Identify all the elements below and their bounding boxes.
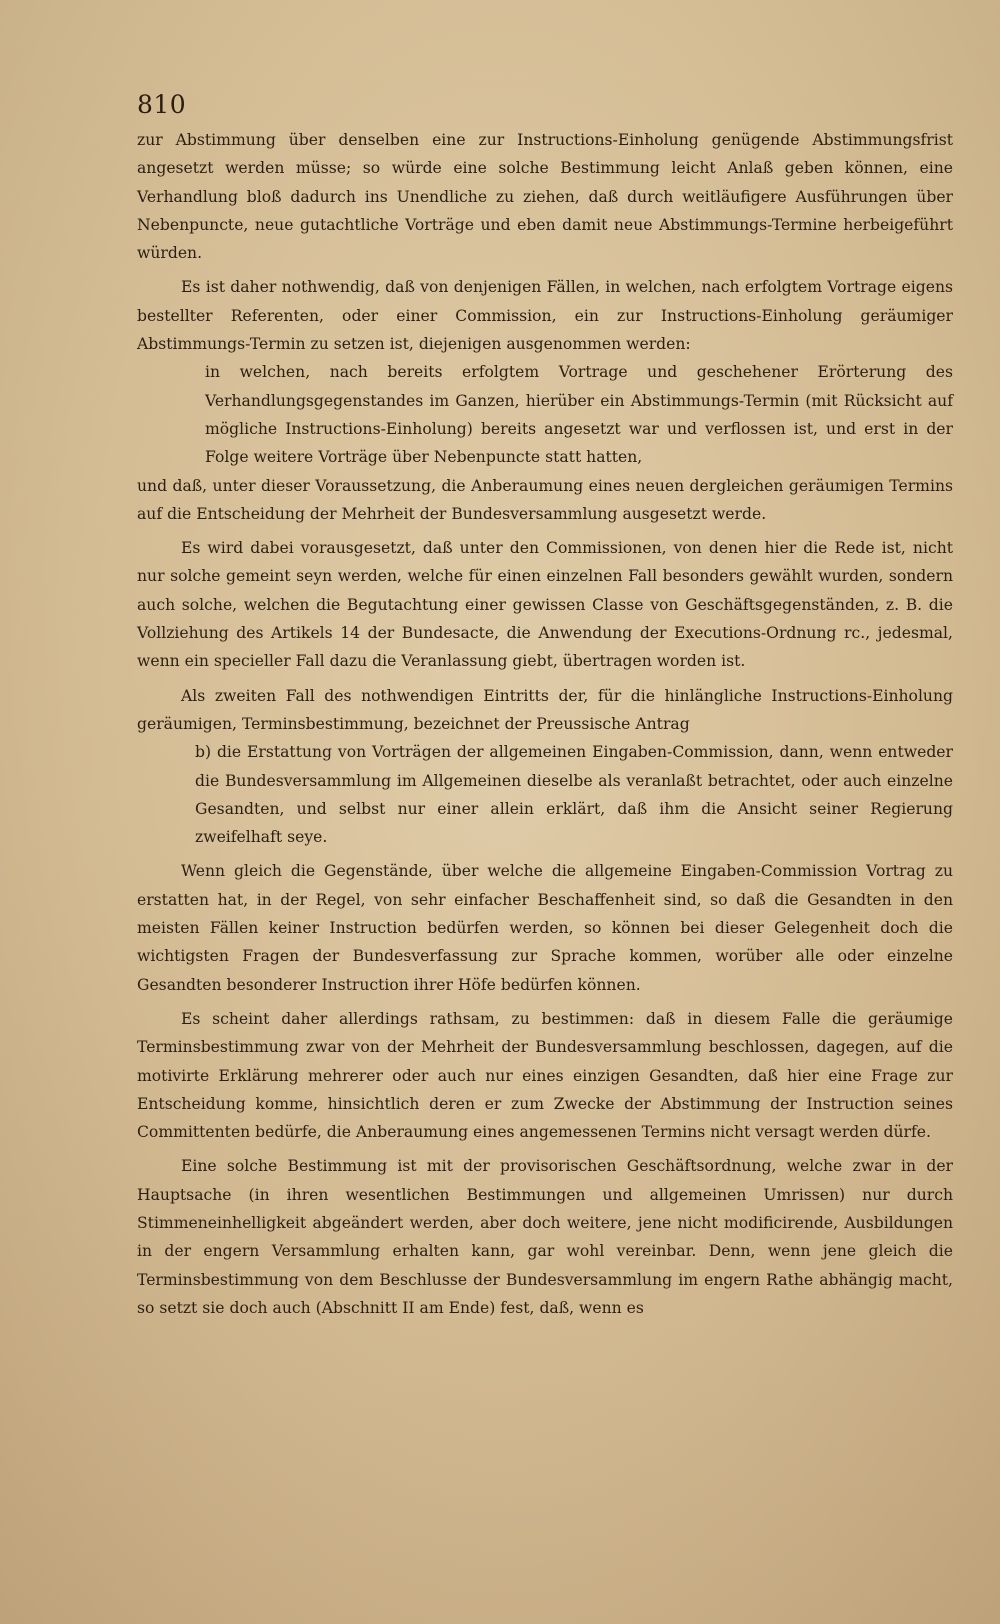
paragraph-5: Als zweiten Fall des nothwendigen Eintritts der, für die hinlängliche Instructions-Einholung geräumigen, Terminsbestimmung, bezeichnet der Preussische Antrag (137, 686, 953, 733)
list-item-b: b) die Erstattung von Vorträgen der allgemeinen Eingaben-Commission, dann, wenn entweder die Bundesversammlung im Allgemeinen dieselbe als veranlaßt betrachtet, oder auch einzelne Gesandten, und selbst nur einer allein erklärt, daß ihm die Ansicht seiner Regierung zweifelhaft seye. (195, 743, 953, 847)
page-number: 810 (137, 90, 187, 119)
paragraph-6: Wenn gleich die Gegenstände, über welche die allgemeine Eingaben-Commission Vortrag zu erstatten hat, in der Regel, von sehr einfacher Beschaffenheit sind, so daß die Gesandten in den meisten Fällen keiner Instruction bedürfen werden, so können bei dieser Gelegenheit doch die wichtigsten Fragen der Bundesverfassung zur Sprache kommen, worüber alle oder einzelne Gesandten besonderer Instruction ihrer Höfe bedürfen können. (137, 862, 953, 994)
paragraph-8: Eine solche Bestimmung ist mit der provisorischen Geschäftsordnung, welche zwar in der Hauptsache (in ihren wesentlichen Bestimmungen und allgemeinen Umrissen) nur durch Stimmeneinhelligkeit abgeändert werden, aber doch weitere, jene nicht modificirende, Ausbildungen in der engern Versammlung erhalten kann, gar wohl vereinbar. Denn, wenn jene gleich die Terminsbestimmung von dem Beschlusse der Bundesversammlung im engern Rathe abhängig macht, so setzt sie doch auch (Abschnitt II am Ende) fest, daß, wenn es (137, 1157, 953, 1317)
paragraph-1: zur Abstimmung über denselben eine zur Instructions-Einholung genügende Abstimmungsfrist angesetzt werden müsse; so würde eine solche Bestimmung leicht Anlaß geben können, eine Verhandlung bloß dadurch ins Unendliche zu ziehen, daß durch weitläufigere Ausführungen über Nebenpuncte, neue gutachtliche Vorträge und eben damit neue Abstimmungs-Termine herbeigeführt würden. (137, 131, 953, 263)
paragraph-4: Es wird dabei vorausgesetzt, daß unter den Commissionen, von denen hier die Rede ist, nicht nur solche gemeint seyn werden, welche für einen einzelnen Fall besonders gewählt wurden, sondern auch solche, welchen die Begutachtung einer gewissen Classe von Geschäftsgegenständen, z. B. die Vollziehung des Artikels 14 der Bundesacte, die Anwendung der Executions-Ordnung rc., jedesmal, wenn ein specieller Fall dazu die Veranlassung giebt, übertragen worden ist. (137, 539, 953, 671)
paragraph-2: Es ist daher nothwendig, daß von denjenigen Fällen, in welchen, nach erfolgtem Vortrage eigens bestellter Referenten, oder einer Commission, ein zur Instructions-Einholung geräumiger Abstimmungs-Termin zu setzen ist, diejenigen ausgenommen werden: (137, 278, 953, 354)
quoted-clause: in welchen, nach bereits erfolgtem Vortrage und geschehener Erörterung des Verhandlungsgegenstandes im Ganzen, hierüber ein Abstimmungs-Termin (mit Rücksicht auf mögliche Instructions-Einholung) bereits angesetzt war und verflossen ist, und erst in der Folge weitere Vorträge über Nebenpuncte statt hatten, (205, 363, 953, 467)
paragraph-7: Es scheint daher allerdings rathsam, zu bestimmen: daß in diesem Falle die geräumige Terminsbestimmung zwar von der Mehrheit der Bundesversammlung beschlossen, dagegen, auf die motivirte Erklärung mehrerer oder auch nur eines einzigen Gesandten, daß hier eine Frage zur Entscheidung komme, hinsichtlich deren er zum Zwecke der Abstimmung der Instruction seines Committenten bedürfe, die Anberaumung eines angemessenen Termins nicht versagt werden dürfe. (137, 1009, 953, 1142)
body-text (137, 126, 953, 1322)
paragraph-3: und daß, unter dieser Voraussetzung, die Anberaumung eines neuen dergleichen geräumigen Termins auf die Entscheidung der Mehrheit der Bundesversammlung ausgesetzt werde. (137, 476, 953, 523)
